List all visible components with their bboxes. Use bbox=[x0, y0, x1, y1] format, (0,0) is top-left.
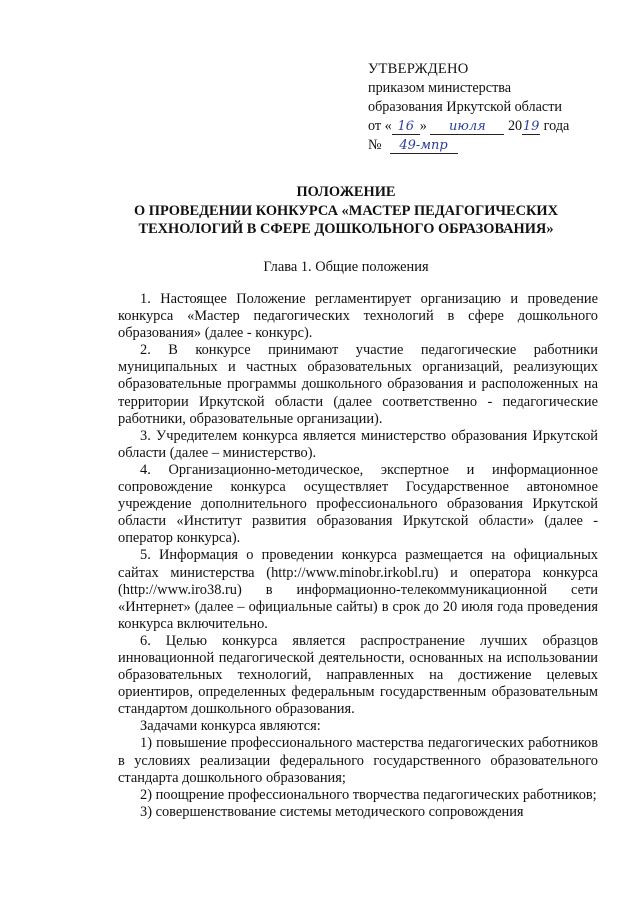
approval-line-1: приказом министерства bbox=[368, 80, 512, 96]
paragraph-4: 4. Организационно-методическое, экспертное и информационное сопровождение конкурса осуществляет Государственное автономное учреждение дополнительного профессионального образования Иркутской области «Институт развития образования Иркутской области» (далее - оператор конкурса). bbox=[118, 461, 598, 547]
date-year-handwritten: 19 bbox=[522, 119, 540, 134]
approval-date-line bbox=[368, 117, 618, 136]
document-title bbox=[80, 183, 612, 239]
date-suffix: года bbox=[543, 118, 570, 134]
approval-block bbox=[368, 60, 618, 155]
date-mid: » bbox=[419, 118, 427, 134]
approval-number-line bbox=[368, 136, 618, 155]
document-body bbox=[118, 291, 598, 821]
approval-line-2: образования Иркутской области bbox=[368, 99, 563, 115]
order-number-handwritten: 49-мпр bbox=[390, 139, 458, 154]
paragraph-6: 6. Целью конкурса является распространение лучших образцов инновационной педагогической деятельности, основанных на использовании образовательных технологий, направленных на достижение целевых ориентиров, определенных федеральным государственным образовательным стандартом дошкольного образования. bbox=[118, 632, 598, 718]
chapter-heading: Глава 1. Общие положения bbox=[263, 259, 429, 275]
number-prefix: № bbox=[368, 137, 382, 153]
paragraph-5: 5. Информация о проведении конкурса размещается на официальных сайтах министерства (http://www.minobr.irkobl.ru) и оператора конкурса (http://www.iro38.ru) в информационно-телекоммуникационной сети «Интернет» (далее – официальные сайты) в срок до 20 июля года проведения конкурса включительно. bbox=[118, 547, 598, 632]
tasks-intro: Задачами конкурса являются: bbox=[140, 718, 321, 735]
approval-title: УТВЕРЖДЕНО bbox=[368, 61, 469, 77]
task-item-1: 1) повышение профессионального мастерства педагогических работников в условиях реализации федерального государственного образовательного стандарта дошкольного образования; bbox=[118, 735, 598, 786]
task-item-3: 3) совершенствование системы методического сопровождения bbox=[140, 803, 524, 820]
task-item-2: 2) поощрение профессионального творчества педагогических работников; bbox=[140, 786, 597, 803]
paragraph-1: 1. Настоящее Положение регламентирует организацию и проведение конкурса «Мастер педагогических технологий в сфере дошкольного образования» (далее - конкурс). bbox=[118, 291, 598, 342]
paragraph-3: 3. Учредителем конкурса является министерство образования Иркутской области (далее – министерство). bbox=[118, 427, 598, 461]
title-line-2: О ПРОВЕДЕНИИ КОНКУРСА «МАСТЕР ПЕДАГОГИЧЕСКИХ bbox=[134, 202, 558, 219]
title-line-1: ПОЛОЖЕНИЕ bbox=[296, 184, 396, 200]
date-day-handwritten: 16 bbox=[392, 120, 420, 135]
title-line-3: ТЕХНОЛОГИЙ В СФЕРЕ ДОШКОЛЬНОГО ОБРАЗОВАНИЯ» bbox=[138, 221, 554, 237]
date-prefix: от « bbox=[368, 118, 392, 134]
date-month-handwritten: июля bbox=[430, 120, 504, 135]
date-year-prefix: 20 bbox=[507, 118, 523, 134]
paragraph-2: 2. В конкурсе принимают участие педагогические работники муниципальных и частных образовательных организаций, реализующих образовательные программы дошкольного образования и расположенных на территории Иркутской области (далее соответственно - педагогические работники, образовательные организации). bbox=[118, 342, 598, 427]
